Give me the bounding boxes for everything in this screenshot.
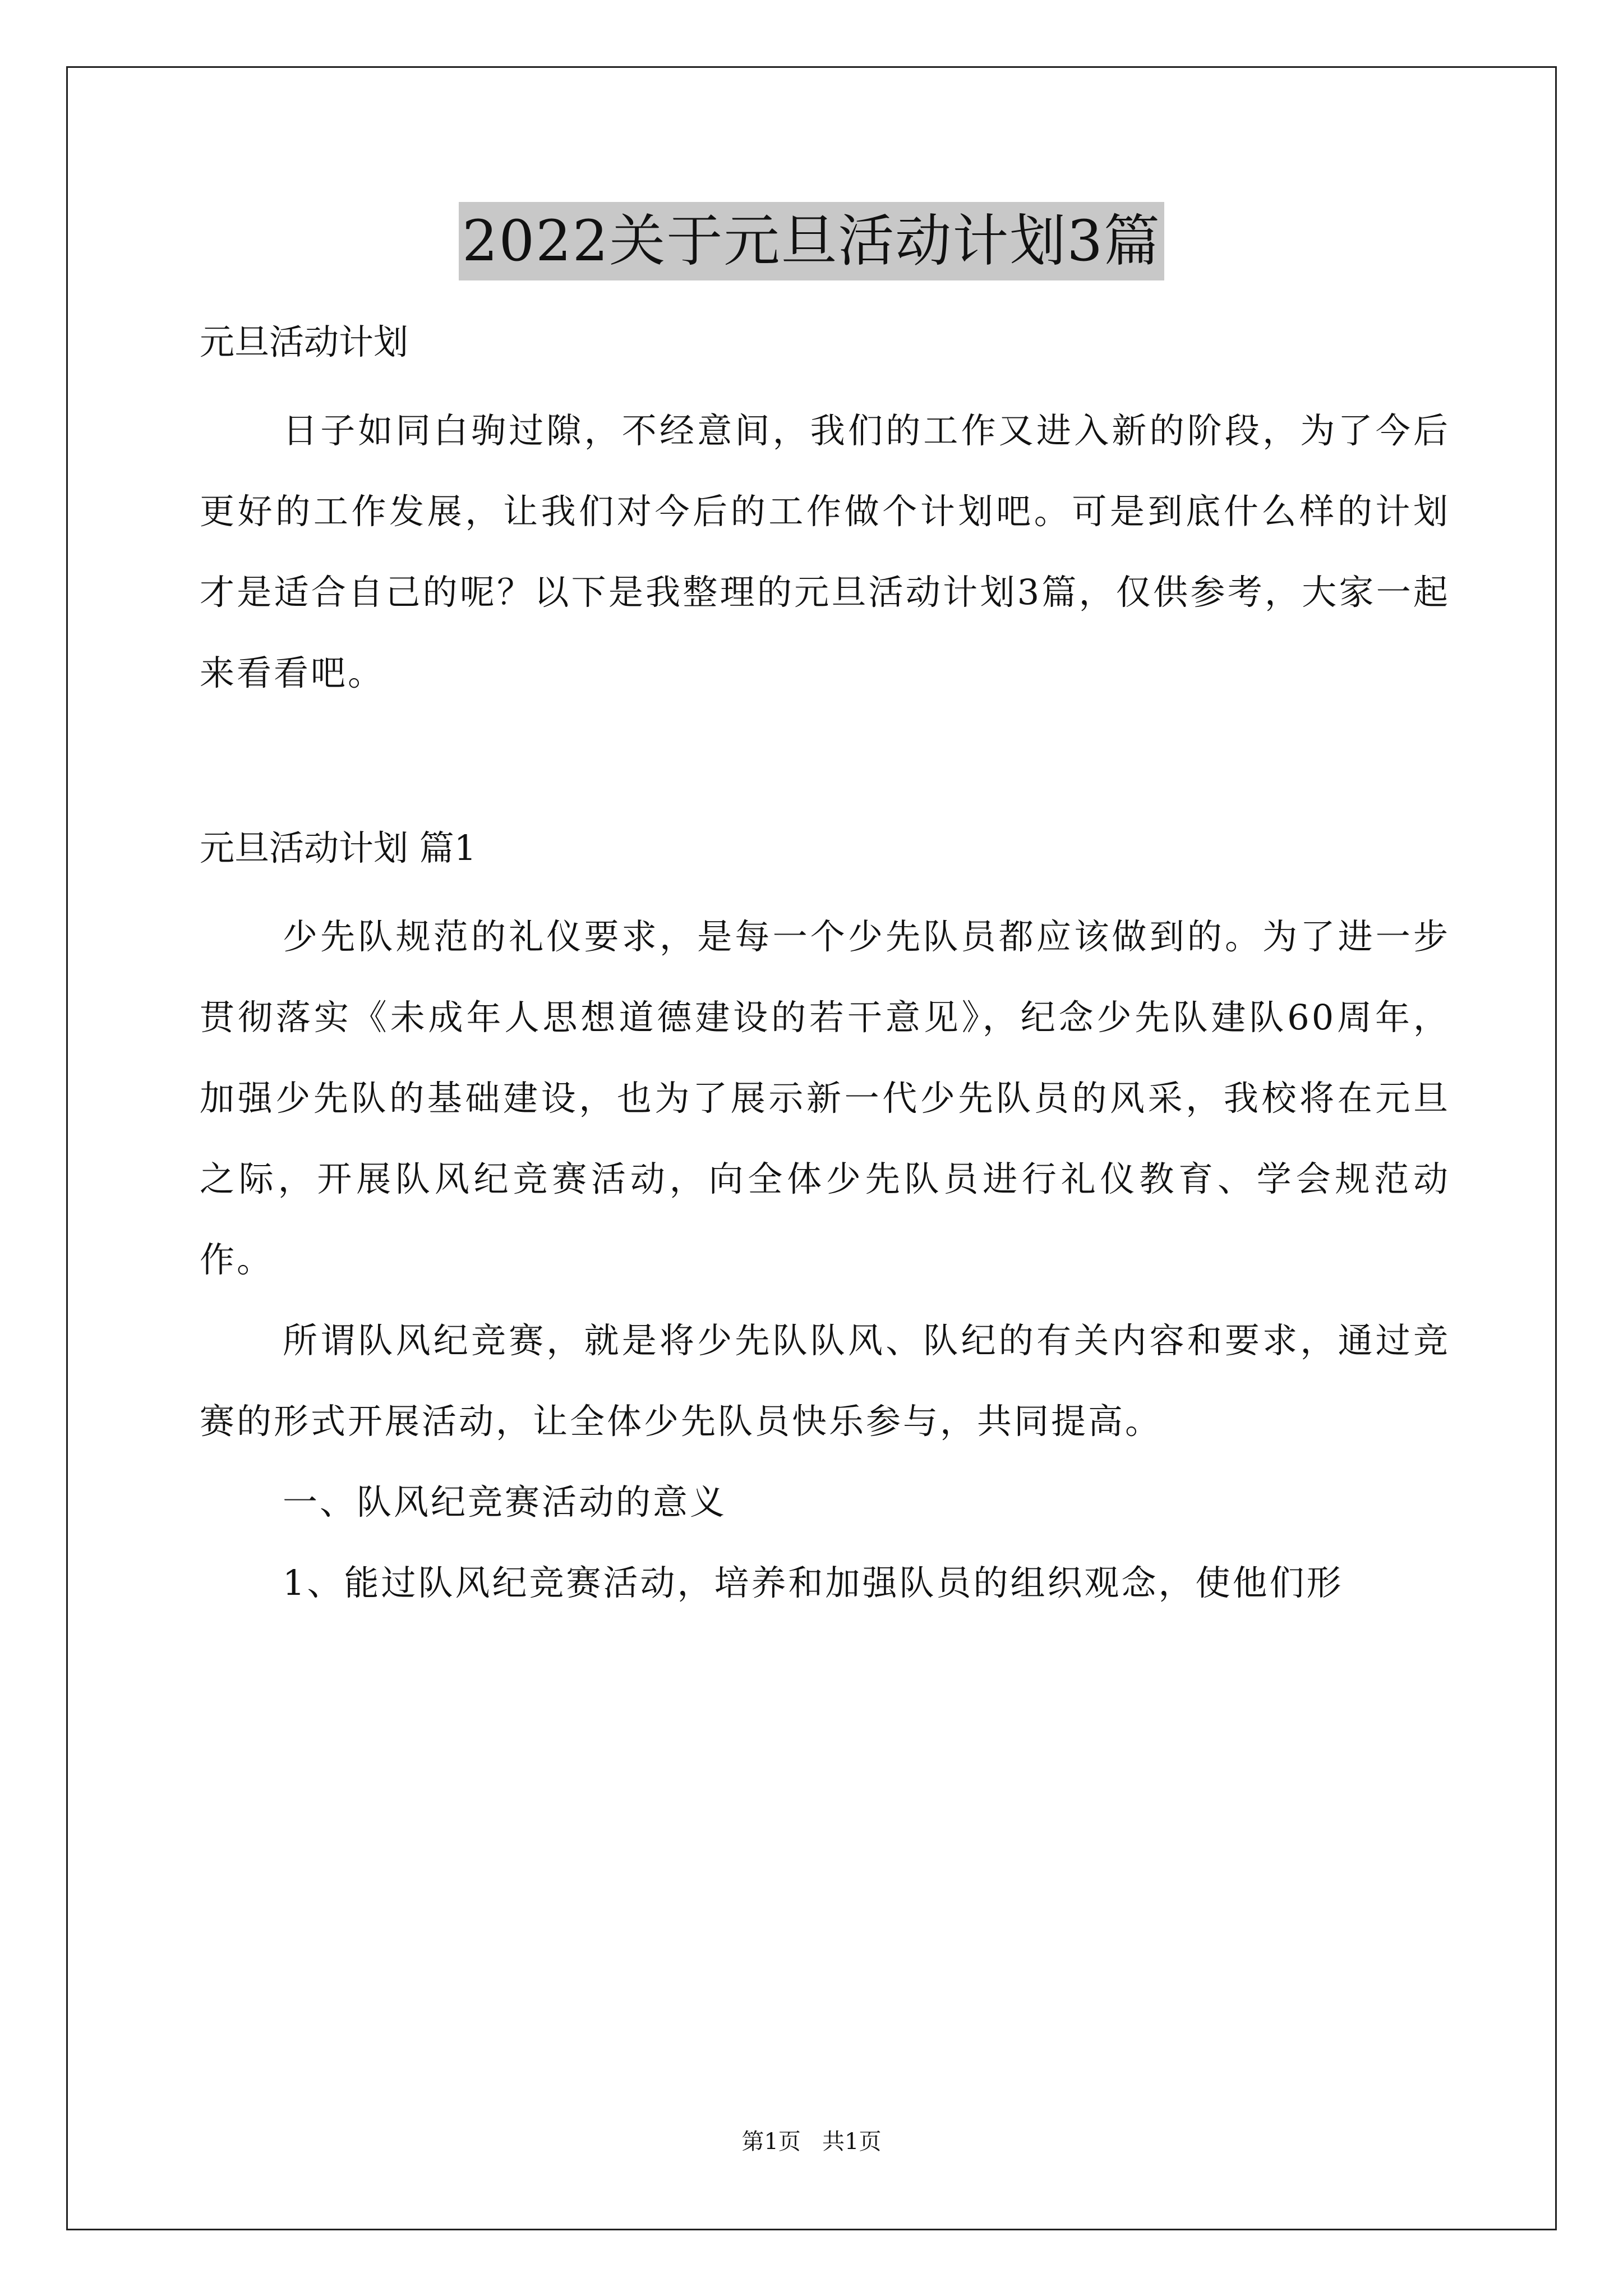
intro-heading: 元旦活动计划 [200, 321, 409, 362]
body-paragraph: 所谓队风纪竞赛，就是将少先队队风、队纪的有关内容和要求，通过竞赛的形式开展活动，让全体少先队员快乐参与，共同提高。 [200, 1320, 1450, 1442]
body-paragraph: 1、能过队风纪竞赛活动，培养和加强队员的组织观念，使他们形 [283, 1562, 1344, 1603]
section-heading: 元旦活动计划 篇1 [200, 827, 477, 868]
title-container [0, 202, 1623, 280]
intro-paragraph: 日子如同白驹过隙，不经意间，我们的工作又进入新的阶段，为了今后更好的工作发展，让我们对今后的工作做个计划吧。可是到底什么样的计划才是适合自己的呢？以下是我整理的元旦活动计划3篇，仅供参考，大家一起来看看吧。 [200, 410, 1450, 693]
page-footer: 第1页 共1页 [741, 2129, 882, 2155]
document-title: 2022关于元旦活动计划3篇 [459, 202, 1164, 280]
section-subheading: 一、队风纪竞赛活动的意义 [283, 1481, 727, 1522]
spacer [200, 876, 1450, 896]
document-body [200, 314, 1450, 1623]
spacer [200, 714, 1450, 820]
body-paragraph: 少先队规范的礼仪要求，是每一个少先队员都应该做到的。为了进一步贯彻落实《未成年人思想道德建设的若干意见》，纪念少先队建队60周年，加强少先队的基础建设，也为了展示新一代少先队员的风采，我校将在元旦之际，开展队风纪竞赛活动，向全体少先队员进行礼仪教育、学会规范动作。 [200, 916, 1450, 1280]
spacer [200, 370, 1450, 390]
